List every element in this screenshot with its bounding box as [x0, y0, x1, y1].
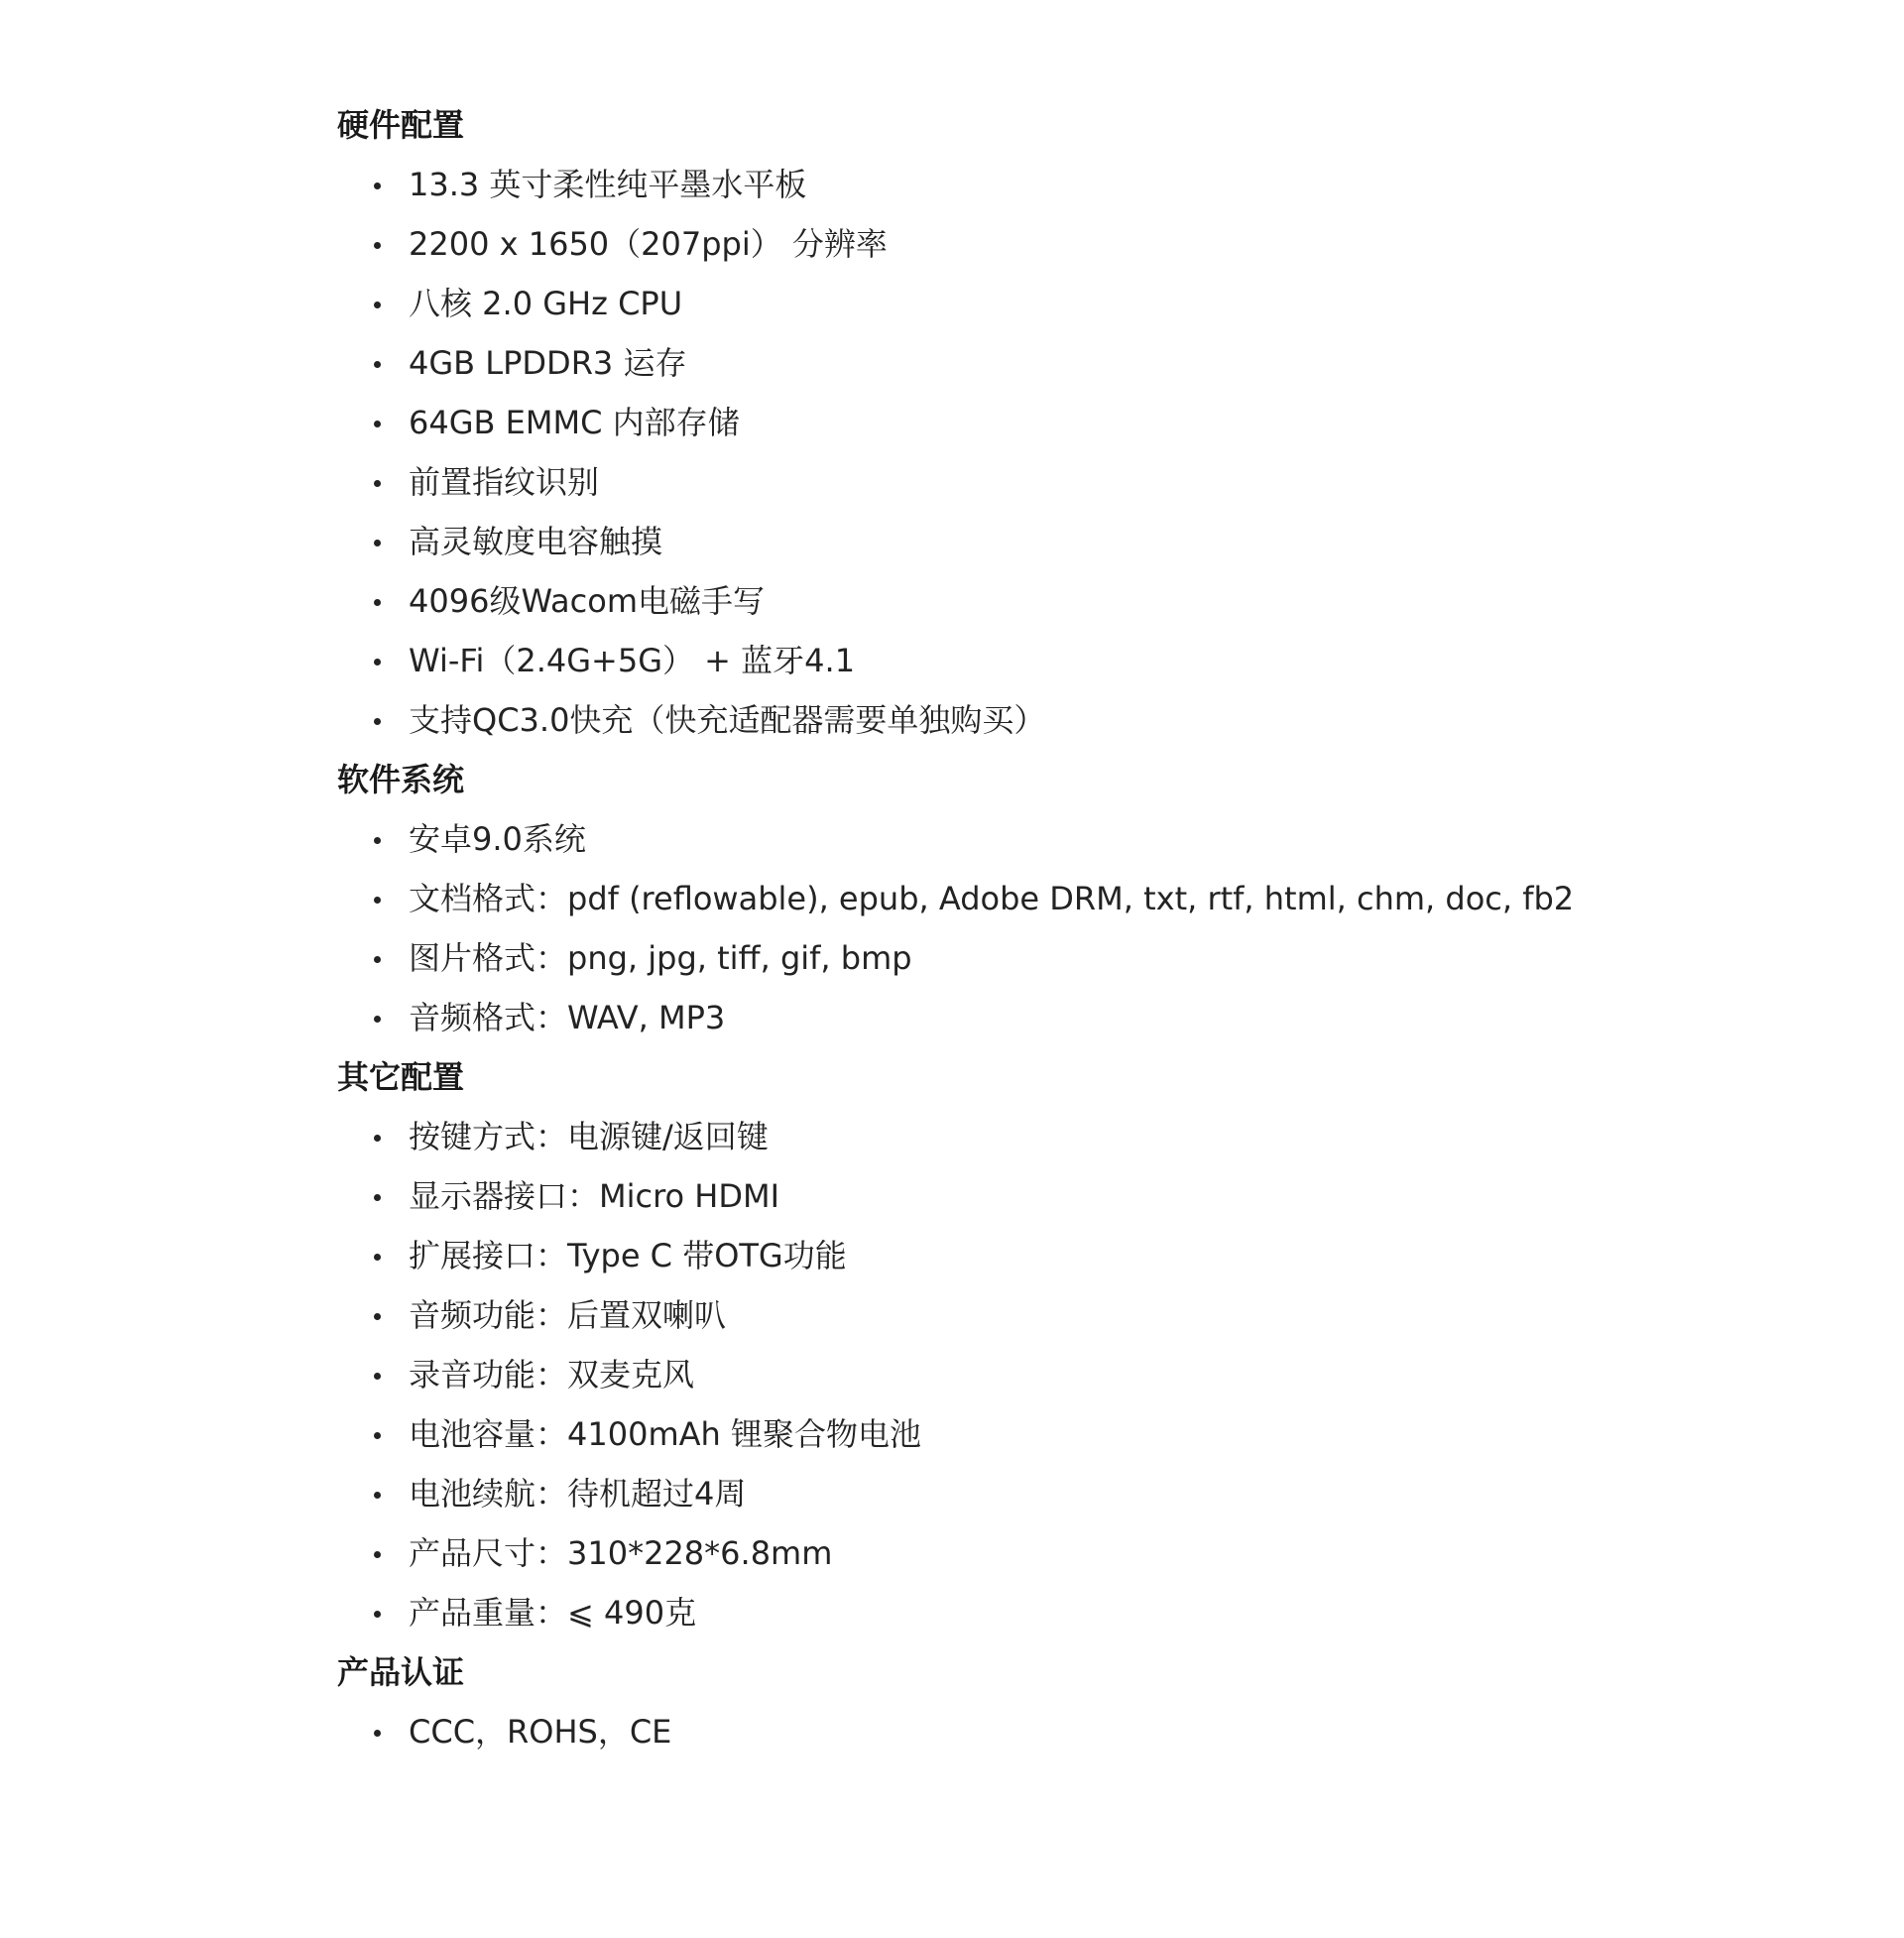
section-certification [337, 1642, 1765, 1761]
bullet-icon [374, 1135, 381, 1142]
list-item-text: 图片格式：png, jpg, tiff, gif, bmp [409, 939, 912, 977]
list-item [337, 1702, 1765, 1761]
list-item-text: 电池续航：待机超过4周 [409, 1475, 747, 1513]
section-hardware [337, 95, 1765, 750]
list-item [337, 1404, 1765, 1464]
list-item [337, 1583, 1765, 1642]
list-item [337, 631, 1765, 690]
list-item-text: Wi-Fi（2.4G+5G） + 蓝牙4.1 [409, 642, 856, 679]
section-heading: 硬件配置 [337, 106, 465, 144]
list-item-text: 安卓9.0系统 [409, 820, 586, 858]
list-item-text: 13.3 英寸柔性纯平墨水平板 [409, 166, 807, 203]
list-item-text: 支持QC3.0快充（快充适配器需要单独购买） [409, 701, 1046, 739]
list-item-text: 文档格式：pdf (reflowable), epub, Adobe DRM, txt, rtf, html, chm, doc, fb2 [409, 880, 1575, 917]
list-item-text: 音频格式：WAV, MP3 [409, 999, 726, 1036]
list-item [337, 512, 1765, 571]
section-other [337, 1047, 1765, 1642]
bullet-icon [374, 1611, 381, 1618]
list-item [337, 1345, 1765, 1404]
list-item [337, 1523, 1765, 1583]
list-item-text: 64GB EMMC 内部存储 [409, 404, 740, 441]
bullet-icon [374, 1492, 381, 1499]
list-item [337, 1166, 1765, 1226]
list-item [337, 869, 1765, 928]
list-item [337, 809, 1765, 869]
list-item-text: 显示器接口：Micro HDMI [409, 1177, 780, 1215]
spec-list [337, 1702, 1765, 1761]
list-item-text: 扩展接口：Type C 带OTG功能 [409, 1237, 847, 1274]
bullet-icon [374, 242, 381, 249]
list-item-text: 前置指纹识别 [409, 463, 600, 501]
list-item-text: 按键方式：电源键/返回键 [409, 1118, 769, 1155]
list-item [337, 333, 1765, 393]
list-item [337, 274, 1765, 333]
bullet-icon [374, 1194, 381, 1201]
bullet-icon [374, 1432, 381, 1439]
bullet-icon [374, 540, 381, 546]
bullet-icon [374, 956, 381, 963]
list-item [337, 155, 1765, 214]
list-item-text: 产品重量：⩽ 490克 [409, 1594, 697, 1632]
bullet-icon [374, 1551, 381, 1558]
bullet-icon [374, 718, 381, 725]
list-item-text: 录音功能：双麦克风 [409, 1356, 695, 1393]
list-item [337, 1464, 1765, 1523]
list-item [337, 1285, 1765, 1345]
section-software [337, 750, 1765, 1047]
bullet-icon [374, 1373, 381, 1380]
list-item [337, 1107, 1765, 1166]
spec-list [337, 155, 1765, 750]
list-item [337, 928, 1765, 988]
bullet-icon [374, 421, 381, 427]
section-heading: 其它配置 [337, 1058, 465, 1096]
list-item [337, 214, 1765, 274]
bullet-icon [374, 897, 381, 904]
bullet-icon [374, 361, 381, 368]
list-item [337, 690, 1765, 750]
list-item-text: 2200 x 1650（207ppi） 分辨率 [409, 225, 888, 263]
bullet-icon [374, 599, 381, 606]
list-item-text: 八核 2.0 GHz CPU [409, 285, 683, 322]
section-heading: 软件系统 [337, 761, 465, 798]
list-item [337, 452, 1765, 512]
bullet-icon [374, 1730, 381, 1737]
section-heading: 产品认证 [337, 1653, 465, 1691]
spec-list [337, 809, 1765, 1047]
list-item-text: 音频功能：后置双喇叭 [409, 1296, 727, 1334]
bullet-icon [374, 480, 381, 487]
list-item [337, 1226, 1765, 1285]
bullet-icon [374, 1313, 381, 1320]
list-item [337, 571, 1765, 631]
spec-list [337, 1107, 1765, 1642]
bullet-icon [374, 182, 381, 189]
list-item-text: 4096级Wacom电磁手写 [409, 582, 765, 620]
list-item-text: 电池容量：4100mAh 锂聚合物电池 [409, 1415, 921, 1453]
bullet-icon [374, 659, 381, 666]
list-item-text: 产品尺寸：310*228*6.8mm [409, 1534, 833, 1572]
list-item-text: 4GB LPDDR3 运存 [409, 344, 687, 382]
bullet-icon [374, 837, 381, 844]
list-item [337, 988, 1765, 1047]
bullet-icon [374, 302, 381, 308]
list-item-text: 高灵敏度电容触摸 [409, 523, 663, 560]
list-item-text: CCC，ROHS，CE [409, 1713, 672, 1751]
bullet-icon [374, 1254, 381, 1261]
list-item [337, 393, 1765, 452]
spec-document [337, 95, 1765, 1761]
bullet-icon [374, 1016, 381, 1023]
